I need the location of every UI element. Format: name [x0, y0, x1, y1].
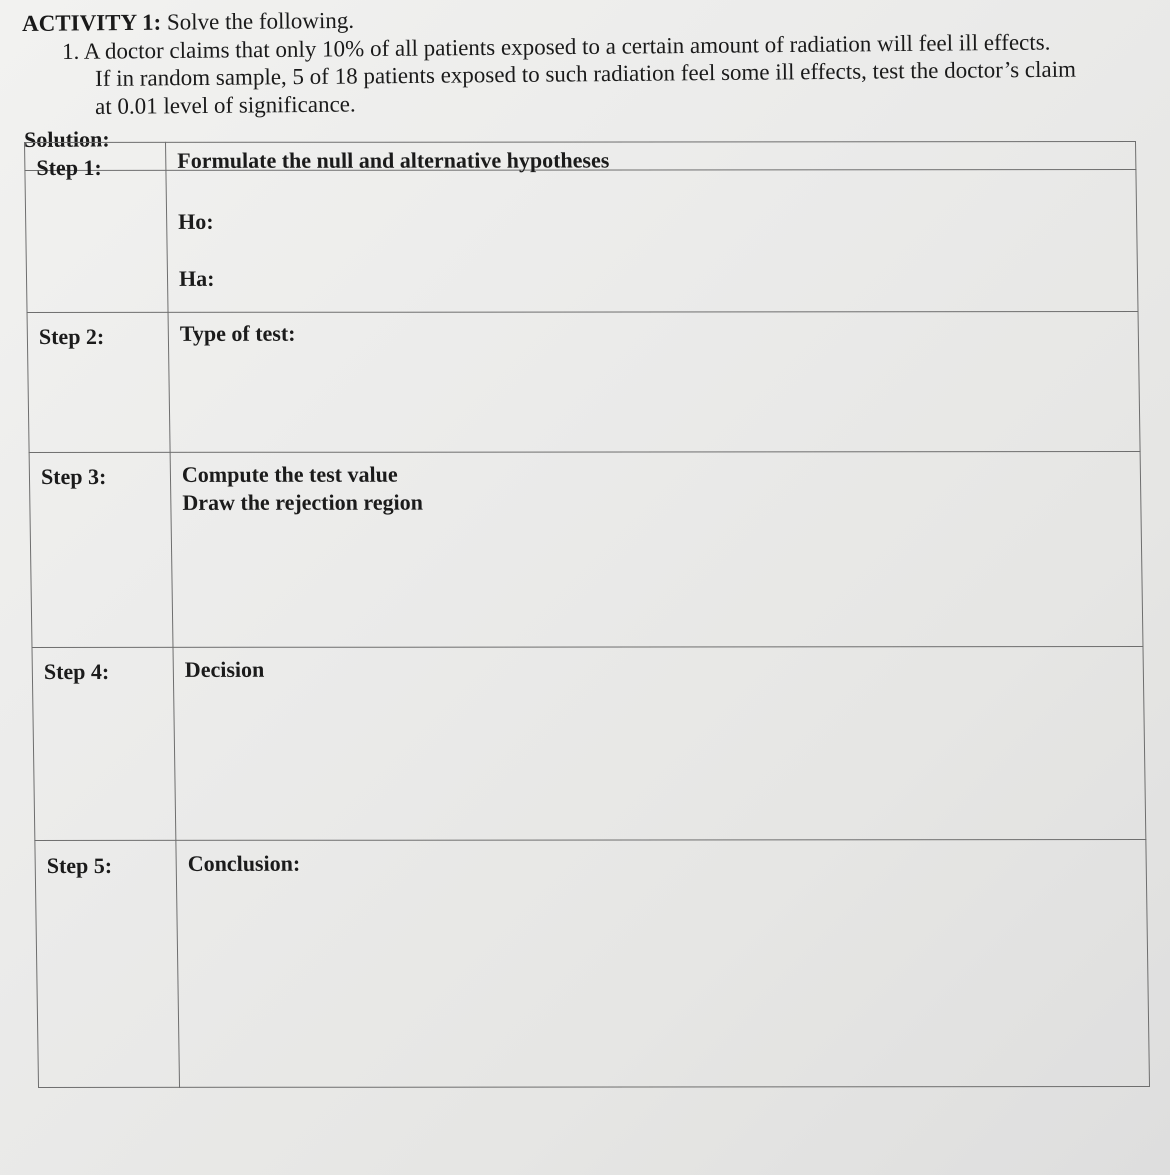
solution-label: Solution:	[23, 126, 110, 152]
alternative-hypothesis-label: Ha:	[178, 265, 215, 291]
problem-line-3: at 0.01 level of significance.	[94, 91, 356, 119]
activity-title-rest: Solve the following.	[161, 7, 355, 35]
step-1-label: Step 1:	[36, 154, 102, 180]
problem-line-2: If in random sample, 5 of 18 patients exposed to such radiation feel some ill effects, test the doctor’s claim	[94, 56, 1077, 91]
step-5-heading: Conclusion:	[187, 850, 301, 876]
step-3-heading-1: Compute the test value	[181, 461, 398, 487]
step-4-heading: Decision	[184, 656, 265, 682]
null-hypothesis-label: Ho:	[177, 208, 214, 234]
step-5-label: Step 5:	[46, 852, 113, 878]
step-3-heading-2: Draw the rejection region	[182, 489, 424, 515]
activity-title-bold: ACTIVITY 1:	[21, 9, 162, 36]
step-4-label: Step 4:	[43, 658, 110, 684]
problem-number: 1.	[61, 38, 80, 64]
solution-table	[24, 141, 1153, 1092]
step-2-heading: Type of test:	[179, 320, 296, 346]
problem-text-1: A doctor claims that only 10% of all patients exposed to a certain amount of radiation will feel ill effects.	[83, 29, 1051, 64]
step-1-heading: Formulate the null and alternative hypotheses	[177, 147, 610, 173]
step-3-label: Step 3:	[40, 463, 107, 489]
step-2-label: Step 2:	[38, 323, 105, 349]
activity-title	[22, 9, 354, 35]
